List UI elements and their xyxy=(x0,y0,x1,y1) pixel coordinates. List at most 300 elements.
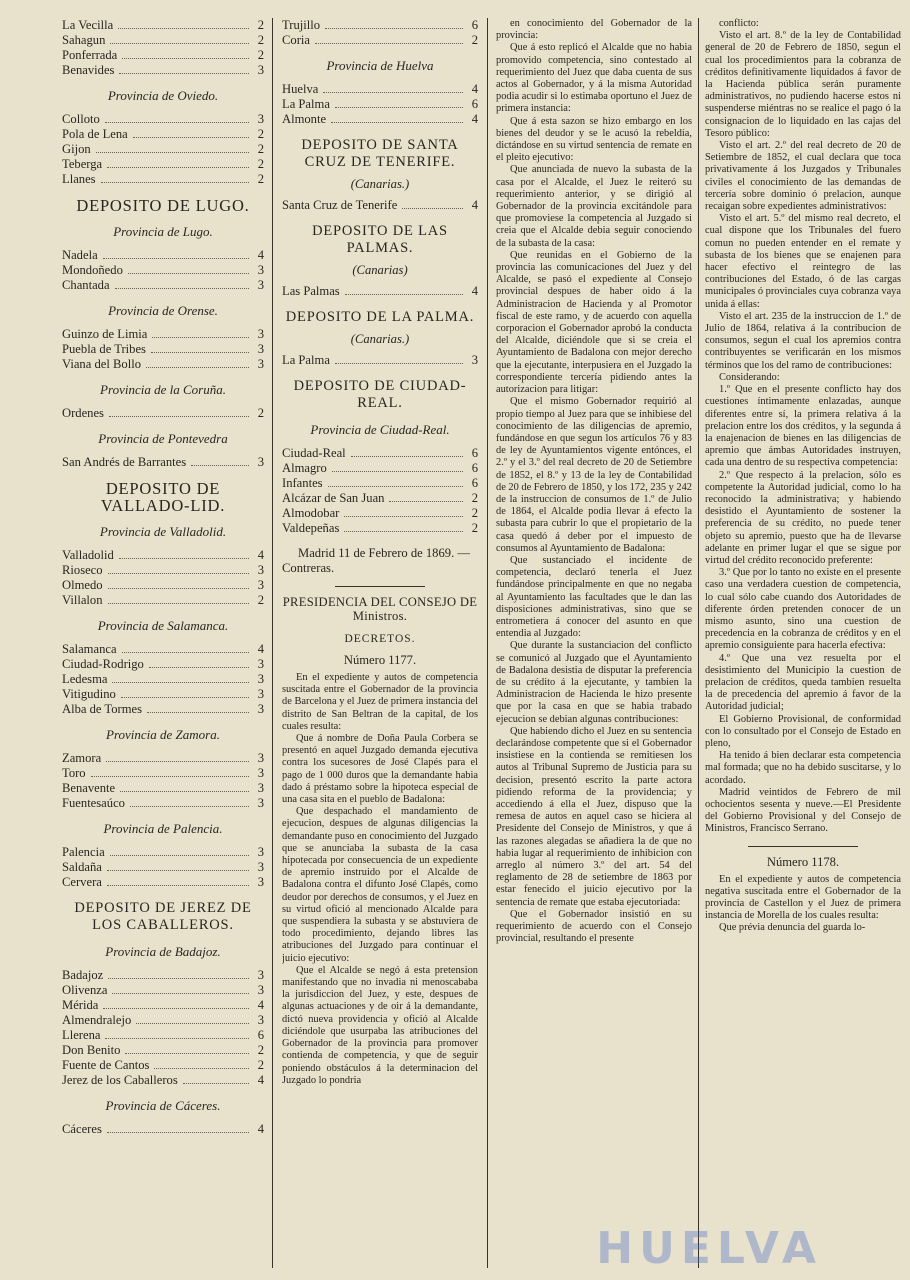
depot-heading: DEPOSITO DE VALLADO-LID. xyxy=(100,479,226,515)
paragraph: Ha tenido á bien declarar esta competencia mal formada; que no ha debido suscitarse, y lo acordado. xyxy=(705,750,901,786)
dot-leader xyxy=(191,455,249,466)
province-heading: Provincia de Zamora. xyxy=(106,727,220,742)
dot-leader xyxy=(103,998,249,1009)
column-rule xyxy=(698,18,699,1268)
paragraph: Que á esto replicó el Alcalde que no habia promovido competencia, sino contestado al requerimiento del Juez que daba cuenta de sus actos al Gobernador, y á la misma Autoridad podia acudir si lo estimaba oportuno el Juez de primera instancia: xyxy=(496,42,692,115)
dot-leader xyxy=(344,506,463,517)
paragraph: Visto el art. 235 de la instruccion de 1.º de Julio de 1864, relativa á la contribucion de consumos, segun el cual los apremios contra contribuyentes se verificarán en los mismos términos que los del ramo de contribuciones: xyxy=(705,310,901,371)
list-item xyxy=(282,521,478,536)
list-item xyxy=(282,476,478,491)
paragraph: Que á esta sazon se hizo embargo en los bienes del deudor y se le acusó la rebeldía, dictándose en su virtud sentencia de remate en el pleito ejecutivo: xyxy=(496,115,692,164)
place-count: 2 xyxy=(257,1043,264,1057)
paragraph: 2.º Que respecto á la prelacion, sólo es competente la Autoridad judicial, como lo ha reconocido la administrativa; y habiendo desistido el Ayuntamiento de sostener la preferencia de su crédito, no puede tener objeto su apremio, puesto que ha de llevarse adelante en primer lugar el que se sigue por virtud del crédito reconocido preferente: xyxy=(705,469,901,566)
place-name: Saldaña xyxy=(62,860,102,874)
place-count: 3 xyxy=(257,563,264,577)
place-count: 6 xyxy=(257,1028,264,1042)
place-name: La Palma xyxy=(282,97,330,111)
paragraph: 3.º Que por lo tanto no existe en el presente caso una verdadera cuestion de competencia, lo cual sólo cabe cuando dos Autoridades de diferente órden pretenden conocer de un mismo asunto, sino una cuestion de precedencia en la cobranza de créditos y en el apremio consiguiente para hacerla efectiva: xyxy=(705,567,901,652)
list-item xyxy=(282,284,478,299)
dot-leader xyxy=(91,766,249,777)
list-item xyxy=(62,18,264,33)
dot-leader xyxy=(112,672,249,683)
paragraph: Que reunidas en el Gobierno de la provincia las comunicaciones del Juez y del Alcalde, se pasó el expediente al Consejo provincial despues de haber oido á la Administracion de Hacienda y al Promotor fiscal de este ramo, y de acuerdo con aquella corporacion el Gobernador aprobó la conducta del Alcalde, diciéndole que si se creia el Ayuntamiento de Badalona con mejor derecho que la ejecutante, interpusiera en el Juzgado la correspondiente tercería pidiendo antes la autorizacion para litigar: xyxy=(496,249,692,396)
list-item xyxy=(62,875,264,890)
place-count: 3 xyxy=(257,845,264,859)
dot-leader xyxy=(345,284,463,295)
province-heading: Provincia de Huelva xyxy=(326,58,434,73)
place-count: 3 xyxy=(257,672,264,686)
place-count: 3 xyxy=(257,687,264,701)
dot-leader xyxy=(344,521,463,532)
place-name: Zamora xyxy=(62,751,102,765)
place-count: 6 xyxy=(471,97,478,111)
list-item xyxy=(62,1043,264,1058)
province-heading: Provincia de Oviedo. xyxy=(107,88,219,103)
dot-leader xyxy=(119,548,249,559)
list-item xyxy=(282,97,478,112)
decree-body xyxy=(282,672,478,1087)
place-name: Chantada xyxy=(62,278,110,292)
depot-list xyxy=(62,327,264,372)
list-item xyxy=(62,657,264,672)
decree-body xyxy=(705,18,901,836)
place-count: 3 xyxy=(257,278,264,292)
place-count: 3 xyxy=(257,781,264,795)
place-count: 3 xyxy=(257,357,264,371)
dot-leader xyxy=(107,1122,249,1133)
list-item xyxy=(62,781,264,796)
dot-leader xyxy=(136,1013,249,1024)
dot-leader xyxy=(108,578,249,589)
decree-number: Número 1177. xyxy=(343,653,417,667)
place-count: 4 xyxy=(257,548,264,562)
list-item xyxy=(62,357,264,372)
dot-leader xyxy=(119,63,249,74)
place-count: 3 xyxy=(257,327,264,341)
depot-list xyxy=(282,18,478,48)
province-heading: Provincia de la Coruña. xyxy=(100,382,226,397)
place-count: 4 xyxy=(257,998,264,1012)
dot-leader xyxy=(122,642,249,653)
dot-leader xyxy=(118,18,249,29)
decree-body xyxy=(705,874,901,935)
decrees-heading: DECRETOS. xyxy=(344,633,416,645)
dot-leader xyxy=(183,1073,249,1084)
place-name: Fuentesaúco xyxy=(62,796,125,810)
list-item xyxy=(282,18,478,33)
place-name: Coria xyxy=(282,33,310,47)
dot-leader xyxy=(107,157,249,168)
list-item xyxy=(62,112,264,127)
depot-heading: DEPOSITO DE SANTA CRUZ DE TENERIFE. xyxy=(301,137,459,170)
place-count: 2 xyxy=(471,491,478,505)
place-name: Ledesma xyxy=(62,672,108,686)
place-count: 3 xyxy=(257,455,264,469)
dot-leader xyxy=(109,406,249,417)
list-item xyxy=(62,642,264,657)
place-name: Llerena xyxy=(62,1028,101,1042)
list-item xyxy=(62,796,264,811)
place-name: Vitigudino xyxy=(62,687,116,701)
list-item xyxy=(282,33,478,48)
place-count: 3 xyxy=(257,766,264,780)
section-heading: PRESIDENCIA DEL CONSEJO DE Ministros. xyxy=(282,595,478,623)
place-count: 4 xyxy=(257,1122,264,1136)
dot-leader xyxy=(107,860,249,871)
place-name: Salamanca xyxy=(62,642,117,656)
place-count: 2 xyxy=(257,406,264,420)
region-subheading: (Canarias.) xyxy=(350,332,410,346)
place-name: Pola de Lena xyxy=(62,127,128,141)
paragraph: Que el Alcalde se negó á esta pretension manifestando que no invadia ni menoscababa la jurisdiccion del Juez, y este, despues de algunas actuaciones y de oir á la demandante, dictó nueva providencia y ofició al Alcalde diciéndole que usurpaba las atribuciones del Gobernador de la provincia para promover contienda de competencia, y que de seguir poniendo obstáculos á la determinacion del Juzgado lo pondria xyxy=(282,964,478,1086)
column-4 xyxy=(705,18,901,1270)
place-name: Cáceres xyxy=(62,1122,102,1136)
list-item xyxy=(62,672,264,687)
depot-heading: DEPOSITO DE CIUDAD-REAL. xyxy=(293,378,467,411)
dot-leader xyxy=(328,476,463,487)
place-count: 3 xyxy=(257,702,264,716)
place-name: Las Palmas xyxy=(282,284,340,298)
place-count: 3 xyxy=(257,112,264,126)
dot-leader xyxy=(315,33,463,44)
place-count: 2 xyxy=(257,127,264,141)
place-count: 6 xyxy=(471,461,478,475)
list-item xyxy=(62,327,264,342)
depot-heading: DEPOSITO DE LAS PALMAS. xyxy=(312,223,448,256)
depot-list xyxy=(282,446,478,536)
dot-leader xyxy=(121,687,249,698)
dot-leader xyxy=(335,97,463,108)
depot-list xyxy=(62,455,264,470)
place-name: Don Benito xyxy=(62,1043,121,1057)
place-count: 2 xyxy=(471,33,478,47)
list-item xyxy=(62,751,264,766)
list-item xyxy=(62,593,264,608)
place-count: 4 xyxy=(471,284,478,298)
place-name: Valdepeñas xyxy=(282,521,340,535)
place-count: 2 xyxy=(257,157,264,171)
paragraph: Que habiendo dicho el Juez en su sentencia declarándose competente que si el Gobernador insistiese en la contienda se remitiesen los autos al Tribunal Supremo de Justicia para su decision, presentó escrito la parte actora pidiendo reforma de la providencia; y accediendo á ella el Juez, dispuso que la remesa de autos en aquel caso se hiciera al Presidente del Consejo de Ministros, y que á las razones alegadas se añadiera la de que no habia lugar al requerimiento de inhibicion con arreglo al número 3.º del art. 54 del reglamento de 28 de setiembre de 1863 por estar fenecido el juicio ejecutivo por la sentencia de remate que estaba ejecutoriada: xyxy=(496,725,692,908)
list-item xyxy=(62,1122,264,1137)
place-count: 3 xyxy=(471,353,478,367)
place-count: 4 xyxy=(257,248,264,262)
list-item xyxy=(282,353,478,368)
paragraph: conflicto: xyxy=(719,18,759,29)
list-item xyxy=(282,82,478,97)
place-count: 3 xyxy=(257,342,264,356)
place-name: Mondoñedo xyxy=(62,263,123,277)
place-name: Trujillo xyxy=(282,18,321,32)
list-item xyxy=(62,548,264,563)
section-divider xyxy=(748,846,858,847)
paragraph: 1.º Que en el presente conflicto hay dos cuestiones íntimamente enlazadas, aunque diferentes entre sí, la primera relativa á la prelacion entre los dos créditos, y la segunda á la enajenacion de bienes en las diligencias de apremio que ámbas Autoridades instruyen, cada una dentro de su respectiva competencia: xyxy=(705,384,901,469)
dot-leader xyxy=(108,593,249,604)
place-count: 6 xyxy=(471,446,478,460)
place-count: 3 xyxy=(257,860,264,874)
dot-leader xyxy=(151,342,249,353)
dot-leader xyxy=(402,198,463,209)
place-count: 2 xyxy=(257,18,264,32)
list-item xyxy=(282,461,478,476)
place-count: 3 xyxy=(257,983,264,997)
paragraph: Que sustanciado el incidente de competencia, declaró tenerla el Juez fundándose principalmente en que no negaba al Ayuntamiento las facultades que le dan las disposiciones administrativas, sino que se entrometiera á conocer del asunto en que entendia al Juzgado: xyxy=(496,554,692,640)
place-name: Jerez de los Caballeros xyxy=(62,1073,178,1087)
depot-heading: DEPOSITO DE LA PALMA. xyxy=(285,309,475,325)
dot-leader xyxy=(128,263,249,274)
list-item xyxy=(62,1073,264,1088)
dot-leader xyxy=(122,48,249,59)
dateline-signature: Madrid 11 de Febrero de 1869. —Contreras. xyxy=(282,546,470,575)
paragraph: en conocimiento del Gobernador de la provincia: xyxy=(496,18,692,42)
dot-leader xyxy=(351,446,463,457)
place-count: 3 xyxy=(257,578,264,592)
place-name: Teberga xyxy=(62,157,103,171)
list-item xyxy=(62,1058,264,1073)
place-name: Almagro xyxy=(282,461,327,475)
list-item xyxy=(62,48,264,63)
dot-leader xyxy=(96,142,249,153)
library-stamp-watermark: HUELVA xyxy=(596,1223,822,1274)
dot-leader xyxy=(106,751,249,762)
list-item xyxy=(62,766,264,781)
place-name: Toro xyxy=(62,766,86,780)
place-count: 4 xyxy=(471,112,478,126)
place-count: 2 xyxy=(257,1058,264,1072)
dot-leader xyxy=(107,875,249,886)
place-name: Olivenza xyxy=(62,983,108,997)
place-name: Badajoz xyxy=(62,968,104,982)
paragraph: El Gobierno Provisional, de conformidad con lo consultado por el Consejo de Estado en pleno, xyxy=(705,713,901,749)
column-1 xyxy=(62,18,264,1270)
list-item xyxy=(62,142,264,157)
paragraph: Que prévia denuncia del guarda lo- xyxy=(719,922,866,934)
list-item xyxy=(62,845,264,860)
place-count: 2 xyxy=(471,506,478,520)
place-name: Infantes xyxy=(282,476,323,490)
depot-list xyxy=(62,968,264,1088)
place-name: Olmedo xyxy=(62,578,103,592)
dot-leader xyxy=(115,278,249,289)
paragraph: 4.º Que una vez resuelta por el desistimiento del Municipio la cuestion de prelacion de créditos, queda tambien resuelta la de precedencia del apremio á favor de la Autoridad judicial; xyxy=(705,652,901,713)
dot-leader xyxy=(112,983,249,994)
list-item xyxy=(62,127,264,142)
dot-leader xyxy=(120,781,249,792)
province-heading: Provincia de Lugo. xyxy=(113,224,213,239)
place-name: La Vecilla xyxy=(62,18,114,32)
place-name: Nadela xyxy=(62,248,98,262)
place-count: 3 xyxy=(257,1013,264,1027)
list-item xyxy=(282,491,478,506)
paragraph: Que durante la sustanciacion del conflicto se comunicó al Juzgado que el Ayuntamiento de Badalona desistia de disputar la preferencia de su crédito á la ejecutante, y tambien la Administracion de Hacienda le hizo presente que por la casa en que se habia trabado ejecucion se debian algunas contribuciones: xyxy=(496,640,692,725)
dot-leader xyxy=(103,248,249,259)
dot-leader xyxy=(105,1028,249,1039)
depot-list xyxy=(62,548,264,608)
column-2 xyxy=(282,18,478,1270)
place-name: Ordenes xyxy=(62,406,104,420)
list-item xyxy=(62,342,264,357)
place-name: Almodobar xyxy=(282,506,340,520)
place-count: 2 xyxy=(257,593,264,607)
list-item xyxy=(62,1028,264,1043)
place-name: La Palma xyxy=(282,353,330,367)
list-item xyxy=(62,983,264,998)
dot-leader xyxy=(335,353,463,364)
place-count: 3 xyxy=(257,263,264,277)
dot-leader xyxy=(147,702,249,713)
place-name: Llanes xyxy=(62,172,96,186)
dot-leader xyxy=(130,796,249,807)
paragraph: Visto el art. 8.º de la ley de Contabilidad general de 20 de Febrero de 1850, segun el cual los procedimientos para la cobranza de créditos definitivamente liquidados á favor de la Hacienda pública serán puramente administrativos, no pudiendo hacerse estos ni suspenderse miéntras no se realice el pago ó la consignacion de lo liquidado en las cajas del Tesoro público: xyxy=(705,30,901,139)
list-item xyxy=(62,702,264,717)
province-heading: Provincia de Orense. xyxy=(108,303,218,318)
list-item xyxy=(62,1013,264,1028)
dot-leader xyxy=(101,172,249,183)
list-item xyxy=(62,563,264,578)
list-item xyxy=(62,998,264,1013)
place-count: 6 xyxy=(471,18,478,32)
region-subheading: (Canarias) xyxy=(352,263,408,277)
place-name: Santa Cruz de Tenerife xyxy=(282,198,398,212)
place-count: 3 xyxy=(257,796,264,810)
place-count: 2 xyxy=(257,172,264,186)
place-name: Cervera xyxy=(62,875,102,889)
paragraph: Que el mismo Gobernador requirió al propio tiempo al Juez para que se inhibiese del conocimiento de las diligencias de apremio, fundándose en que segun los artículos 76 y 83 de ley de Ayuntamientos vigente entónces, el 2.º y el 3.º del real decreto de 20 de Setiembre de 1852, el 8.º y 13 de la ley de Contabilidad de 20 de Febrero de 1850, y los 172, 235 y 242 de la instruccion de consumos de 1.º de Julio de 1864, el Alcalde podia llevar á efecto la subasta para cubrir lo que el propietario de la casa quedó á deber por el impuesto de consumos al Ayuntamiento de Badalona: xyxy=(496,396,692,554)
decree-body xyxy=(496,18,692,945)
place-name: Mérida xyxy=(62,998,99,1012)
depot-list xyxy=(62,845,264,890)
depot-heading: DEPOSITO DE LUGO. xyxy=(76,196,250,215)
place-count: 2 xyxy=(257,33,264,47)
list-item xyxy=(62,157,264,172)
place-name: Sahagun xyxy=(62,33,106,47)
place-count: 3 xyxy=(257,751,264,765)
province-heading: Provincia de Badajoz. xyxy=(105,944,221,959)
place-name: Huelva xyxy=(282,82,319,96)
place-name: Palencia xyxy=(62,845,105,859)
list-item xyxy=(62,578,264,593)
place-count: 4 xyxy=(471,82,478,96)
list-item xyxy=(62,455,264,470)
depot-list xyxy=(62,112,264,187)
depot-list xyxy=(282,198,478,213)
list-item xyxy=(282,198,478,213)
dot-leader xyxy=(108,563,249,574)
dot-leader xyxy=(325,18,463,29)
dot-leader xyxy=(146,357,249,368)
list-item xyxy=(62,248,264,263)
depot-list xyxy=(62,751,264,811)
place-name: Benavente xyxy=(62,781,116,795)
list-item xyxy=(282,446,478,461)
decree-number: Número 1178. xyxy=(766,854,840,869)
dot-leader xyxy=(323,82,463,93)
place-name: Almonte xyxy=(282,112,327,126)
depot-list xyxy=(62,1122,264,1137)
dot-leader xyxy=(110,845,249,856)
paragraph: Madrid veintidos de Febrero de mil ochocientos sesenta y nueve.—El Presidente del Gobierno Provisional y del Consejo de Ministros, Francisco Serrano. xyxy=(705,786,901,835)
place-name: Ponferrada xyxy=(62,48,118,62)
depot-heading: DEPOSITO DE JEREZ DE LOS CABALLEROS. xyxy=(74,900,252,933)
list-item xyxy=(62,406,264,421)
column-rule xyxy=(487,18,488,1268)
province-heading: Provincia de Pontevedra xyxy=(98,431,228,446)
dot-leader xyxy=(105,112,249,123)
place-count: 2 xyxy=(257,142,264,156)
list-item xyxy=(282,506,478,521)
paragraph: Visto el art. 2.º del real decreto de 20 de Setiembre de 1852, el cual declara que toca privativamente á los Juzgados y Tribunales civiles el conocimiento de las demandas de tercería sobre dominio ó prelacion, aunque recaigan sobre expedientes administrativos: xyxy=(705,140,901,213)
place-name: Ciudad-Rodrigo xyxy=(62,657,144,671)
depot-list xyxy=(62,18,264,78)
column-rule xyxy=(272,18,273,1268)
place-name: Alcázar de San Juan xyxy=(282,491,385,505)
region-subheading: (Canarias.) xyxy=(350,177,410,191)
column-3 xyxy=(496,18,692,1270)
place-name: Viana del Bollo xyxy=(62,357,141,371)
paragraph: En el expediente y autos de competencia suscitada entre el Gobernador de la provincia de Barcelona y el Juez de primera instancia del distrito de San Beltran de la capital, de los cuales resulta: xyxy=(282,672,478,732)
province-heading: Provincia de Salamanca. xyxy=(97,618,229,633)
place-count: 6 xyxy=(471,476,478,490)
dot-leader xyxy=(108,968,249,979)
depot-list xyxy=(282,82,478,127)
depot-list xyxy=(62,642,264,717)
paragraph: Que despachado el mandamiento de ejecucion, despues de algunas diligencias la demandante puso en conocimiento del Juzgado que se anunciaba la subasta de la casa hipotecada por consecuencia de un expediente de apremio instruido por el Alcalde de Badalona contra el difunto José Clapés, como deudor por derechos de consumos, y el Juez en su virtud ofició al mencionado Alcalde para que suspendiera la subasta y se abstuviera de todo procedimiento, dejando libres las atribuciones del Juzgado para continuar el juicio ejecutivo: xyxy=(282,806,478,964)
depot-list xyxy=(282,353,478,368)
dot-leader xyxy=(110,33,249,44)
list-item xyxy=(62,263,264,278)
dot-leader xyxy=(133,127,249,138)
paragraph: Que anunciada de nuevo la subasta de la casa por el Alcalde, el Juez le reiteró su requerimiento anterior, y se dirigió al Gobernador de la provincia excitándole para que promoviese la competencia al Juzgado si creia que el Alcalde debia seguir conociendo de la subasta de la casa: xyxy=(496,164,692,249)
province-heading: Provincia de Palencia. xyxy=(103,821,223,836)
place-name: Rioseco xyxy=(62,563,103,577)
place-count: 4 xyxy=(257,1073,264,1087)
place-name: Gijon xyxy=(62,142,91,156)
dot-leader xyxy=(149,657,249,668)
list-item xyxy=(62,687,264,702)
place-name: Fuente de Cantos xyxy=(62,1058,150,1072)
list-item xyxy=(62,968,264,983)
paragraph: Visto el art. 5.º del mismo real decreto, el cual dispone que los Tribunales del fuero comun no pueden entender en el remate y subasta de los bienes que se enajenen para hacer efectivo el reintegro de las contribuciones del Estado, ó de las cargas municipales ó provinciales cuya cobranza vaya unida á ellas: xyxy=(705,213,901,310)
place-name: Ciudad-Real xyxy=(282,446,346,460)
depot-list xyxy=(62,406,264,421)
place-count: 3 xyxy=(257,657,264,671)
list-item xyxy=(62,860,264,875)
province-heading: Provincia de Cáceres. xyxy=(105,1098,221,1113)
dot-leader xyxy=(331,112,463,123)
place-count: 2 xyxy=(471,521,478,535)
place-count: 3 xyxy=(257,968,264,982)
dot-leader xyxy=(332,461,463,472)
list-item xyxy=(62,33,264,48)
dot-leader xyxy=(152,327,249,338)
place-count: 2 xyxy=(257,48,264,62)
place-count: 3 xyxy=(257,875,264,889)
paragraph: Considerando: xyxy=(719,371,780,383)
province-heading: Provincia de Ciudad-Real. xyxy=(310,422,450,437)
place-name: Benavides xyxy=(62,63,115,77)
list-item xyxy=(62,63,264,78)
section-divider xyxy=(335,586,425,587)
dot-leader xyxy=(125,1043,249,1054)
list-item xyxy=(62,172,264,187)
place-name: Colloto xyxy=(62,112,100,126)
list-item xyxy=(282,112,478,127)
place-count: 4 xyxy=(257,642,264,656)
paragraph: Que á nombre de Doña Paula Corbera se presentó en aquel Juzgado demanda ejecutiva contra los sucesores de José Clapés para el pago de 1 000 duros que la demandante habia dado á préstamo sobre la hipoteca especial de una casa sita en el pueblo de Badalona: xyxy=(282,733,478,806)
dot-leader xyxy=(154,1058,249,1069)
place-name: Villalon xyxy=(62,593,103,607)
place-name: Valladolid xyxy=(62,548,114,562)
province-heading: Provincia de Valladolid. xyxy=(99,524,227,539)
